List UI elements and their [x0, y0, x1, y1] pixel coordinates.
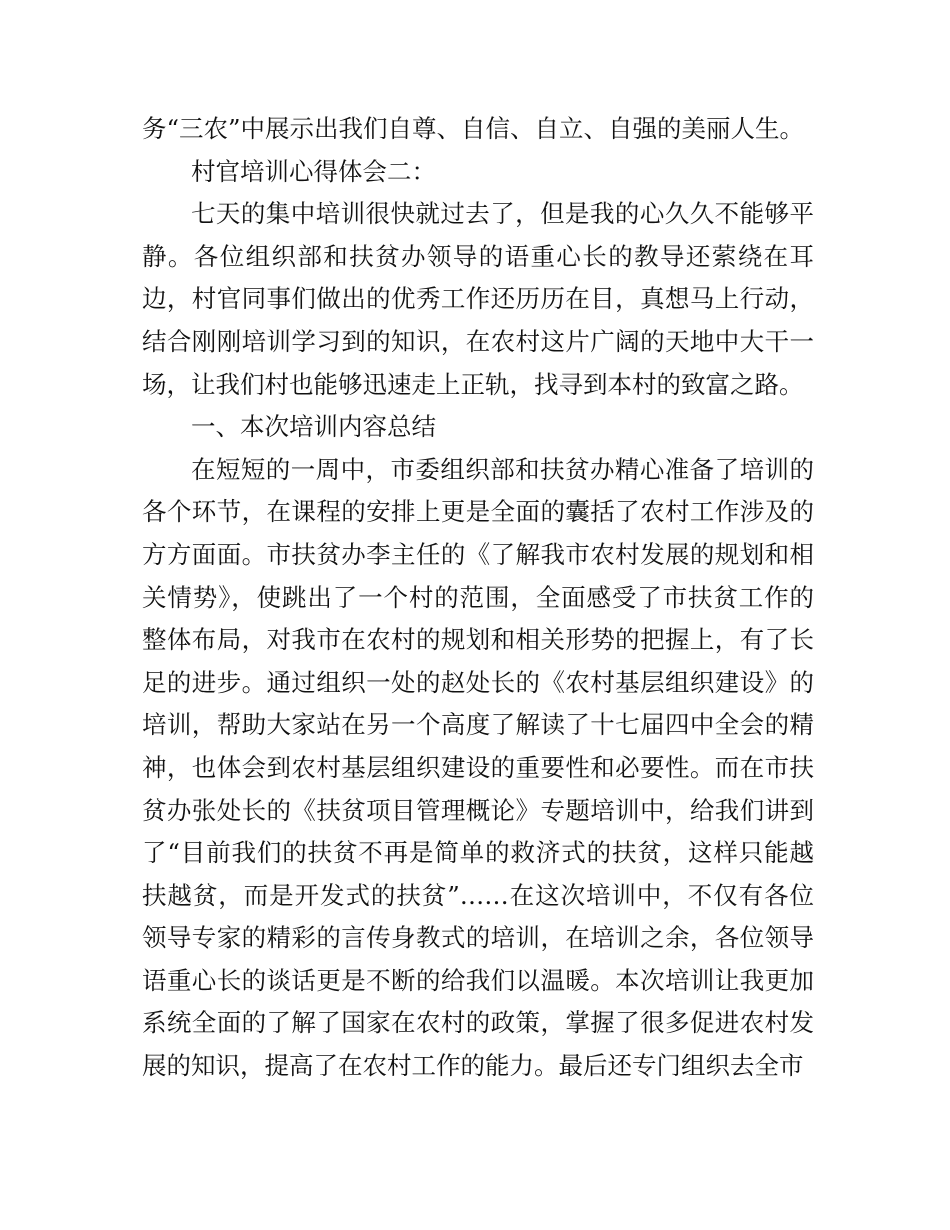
section-title-experience-two: 村官培训心得体会二： [191, 156, 436, 186]
paragraph-intro: 七天的集中培训很快就过去了，但是我的心久久不能够平静。各位组织部和扶贫办领导的语重心长的教导还萦绕在耳边，村官同事们做出的优秀工作还历历在目，真想马上行动，结合刚刚培训学习到的知识，在农村这片广阔的天地中大干一场，让我们村也能够迅速走上正轨，找寻到本村的致富之路。 [142, 199, 814, 399]
paragraph-summary: 在短短的一周中，市委组织部和扶贫办精心准备了培训的各个环节，在课程的安排上更是全面的囊括了农村工作涉及的方方面面。市扶贫办李主任的《了解我市农村发展的规划和相关情势》，使跳出了一个村的范围，全面感受了市扶贫工作的整体布局，对我市在农村的规划和相关形势的把握上，有了长足的进步。通过组织一处的赵处长的《农村基层组织建设》的培训，帮助大家站在另一个高度了解读了十七届四中全会的精神，也体会到农村基层组织建设的重要性和必要性。而在市扶贫办张处长的《扶贫项目管理概论》专题培训中，给我们讲到了“目前我们的扶贫不再是简单的救济式的扶贫，这样只能越扶越贫，而是开发式的扶贫”……在这次培训中，不仅有各位领导专家的精彩的言传身教式的培训，在培训之余，各位领导语重心长的谈话更是不断的给我们以温暖。本次培训让我更加系统全面的了解了国家在农村的政策，掌握了很多促进农村发展的知识，提高了在农村工作的能力。最后还专门组织去全市 [142, 454, 814, 1081]
paragraph-continuation: 务“三农”中展示出我们自尊、自信、自立、自强的美丽人生。 [142, 114, 805, 143]
section-heading-summary: 一、本次培训内容总结 [191, 412, 436, 442]
document-body [142, 108, 814, 1088]
